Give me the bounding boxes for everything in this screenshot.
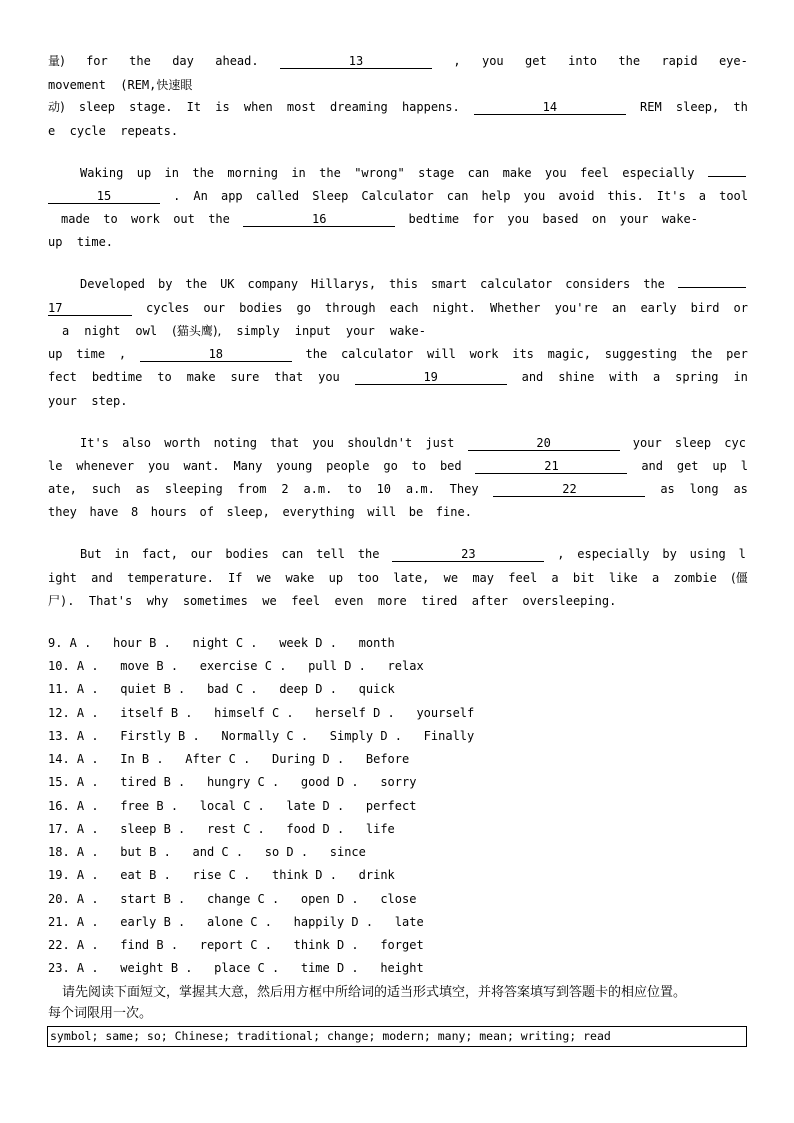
p3-line5	[48, 369, 748, 385]
word: happens.	[401, 100, 460, 114]
word: up	[136, 166, 152, 180]
word: the	[319, 166, 341, 180]
word: also	[122, 436, 152, 450]
word: you	[318, 370, 340, 384]
p5-line1	[80, 546, 746, 562]
instruction-line-1: 请先阅读下面短文，掌握其大意，然后用方框中所给词的适当形式填空，并将答案填写到答题卡的相应位置。	[62, 985, 687, 1000]
word: An	[193, 189, 208, 203]
word: per	[726, 347, 748, 361]
word: bedtime	[91, 370, 143, 384]
answer-blank-19[interactable]: 19	[355, 371, 507, 385]
word: for	[86, 54, 108, 68]
word: this	[389, 277, 418, 291]
word: your	[619, 212, 649, 226]
word: Hillarys,	[311, 277, 377, 291]
p2-line4: up time.	[48, 235, 114, 249]
word: .	[173, 189, 181, 203]
word: can	[281, 547, 304, 561]
word: worth	[164, 436, 201, 450]
word: 量)	[48, 54, 65, 68]
word: your	[345, 324, 375, 338]
word: in	[164, 166, 179, 180]
word: fect	[48, 370, 77, 384]
word: the	[192, 166, 215, 180]
word: ,	[118, 347, 127, 361]
word: temperature.	[127, 571, 214, 585]
word: or	[733, 301, 748, 315]
word: have	[89, 505, 119, 519]
answer-blank-13[interactable]: 13	[280, 55, 432, 69]
word: spring	[675, 370, 719, 384]
word: you	[507, 212, 530, 226]
word: 10	[376, 482, 392, 496]
word: ight	[48, 571, 77, 585]
p3-line2	[48, 300, 748, 316]
word: based	[542, 212, 579, 226]
word: by	[158, 277, 173, 291]
word: sleep	[78, 100, 115, 114]
word: too	[357, 571, 379, 585]
word: each	[389, 301, 419, 315]
p4-line3	[48, 481, 748, 497]
word: a	[653, 370, 661, 384]
word: especially	[622, 166, 695, 180]
word: the	[643, 277, 665, 291]
word: sleep	[674, 436, 712, 450]
word: day	[172, 54, 194, 68]
word: bodies	[239, 301, 283, 315]
word: can	[467, 166, 490, 180]
word: up	[712, 459, 727, 473]
answer-blank-17-start	[678, 287, 746, 288]
option-row-23: 23. A . weight B . place C . time D . height	[48, 961, 424, 975]
word: (僵	[731, 571, 748, 585]
word: ,	[557, 547, 565, 561]
word-box: symbol; same; so; Chinese; traditional; change; modern; many; mean; writing; read	[47, 1026, 747, 1047]
word: you	[481, 54, 504, 68]
answer-blank-20[interactable]: 20	[468, 437, 620, 451]
word: by	[662, 547, 677, 561]
word: and	[91, 571, 113, 585]
word: just	[425, 436, 455, 450]
p2-line3	[61, 211, 698, 227]
word: on	[591, 212, 607, 226]
word: using	[689, 547, 726, 561]
word: It's	[80, 436, 109, 450]
option-row-18: 18. A . but B . and C . so D . since	[48, 845, 366, 859]
word: stage.	[129, 100, 173, 114]
word: from	[237, 482, 267, 496]
word: you	[147, 459, 170, 473]
word: fact,	[141, 547, 178, 561]
word: company	[247, 277, 299, 291]
word: made	[61, 212, 90, 226]
word: tell	[316, 547, 345, 561]
word: especially	[577, 547, 650, 561]
word: sleep,	[675, 100, 720, 114]
word: a	[652, 571, 660, 585]
word: the	[357, 547, 380, 561]
word: an	[611, 301, 627, 315]
word: a	[551, 571, 559, 585]
word: we	[443, 571, 459, 585]
word: most	[286, 100, 316, 114]
p3-line3	[62, 323, 426, 339]
option-row-11: 11. A . quiet B . bad C . deep D . quick	[48, 682, 395, 696]
p1-line1	[48, 53, 748, 69]
word: as	[733, 482, 748, 496]
word: morning	[227, 166, 278, 180]
word: to	[411, 459, 427, 473]
word: stage	[418, 166, 455, 180]
word: avoid	[558, 189, 595, 203]
word: you	[523, 189, 546, 203]
word: our	[203, 301, 226, 315]
word: input	[294, 324, 331, 338]
option-row-21: 21. A . early B . alone C . happily D . late	[48, 915, 424, 929]
word: work	[469, 347, 499, 361]
word: Whether	[489, 301, 541, 315]
word: 动)	[48, 100, 65, 114]
word: fine.	[435, 505, 472, 519]
word: ,	[453, 54, 461, 68]
answer-blank-18[interactable]: 18	[140, 348, 292, 362]
word: app	[220, 189, 243, 203]
word: night	[84, 324, 121, 338]
word: calculator	[340, 347, 414, 361]
word: sleep,	[226, 505, 270, 519]
word: and	[521, 370, 544, 384]
word: called	[255, 189, 300, 203]
word: go	[296, 301, 311, 315]
p1-line2: movement (REM,快速眼	[48, 78, 193, 92]
word: l	[738, 547, 746, 561]
word: its	[512, 347, 534, 361]
p3-line6: your step.	[48, 394, 128, 408]
word: make	[186, 370, 216, 384]
word: a.m.	[303, 482, 333, 496]
word: like	[608, 571, 638, 585]
word: feel	[579, 166, 609, 180]
answer-blank-16[interactable]: 16	[243, 213, 395, 227]
word: and	[641, 459, 664, 473]
option-row-17: 17. A . sleep B . rest C . food D . life	[48, 822, 395, 836]
p1-line4: e cycle repeats.	[48, 124, 179, 138]
word: get	[525, 54, 547, 68]
word: up	[328, 571, 344, 585]
word: the	[690, 347, 713, 361]
word: you	[544, 166, 567, 180]
word: in	[114, 547, 129, 561]
word: owl	[135, 324, 158, 338]
word: as	[660, 482, 675, 496]
word: the	[208, 212, 230, 226]
word: may	[472, 571, 495, 585]
option-row-13: 13. A . Firstly B . Normally C . Simply D . Finally	[48, 729, 475, 743]
word: with	[609, 370, 639, 384]
word: the	[305, 347, 328, 361]
option-row-15: 15. A . tired B . hungry C . good D . sorry	[48, 775, 417, 789]
word: to	[157, 370, 172, 384]
p5-line3: 尸). That's why sometimes we feel even more tired after oversleeping.	[48, 594, 617, 608]
option-row-12: 12. A . itself B . himself C . herself D . yourself	[48, 706, 475, 720]
word: UK	[220, 277, 235, 291]
word: help	[481, 189, 511, 203]
word: the	[185, 277, 208, 291]
p4-line1	[80, 435, 746, 451]
word: is	[215, 100, 230, 114]
word: sure	[230, 370, 260, 384]
word: bedtime	[408, 212, 460, 226]
word: we	[256, 571, 272, 585]
word: long	[689, 482, 719, 496]
word: shine	[558, 370, 595, 384]
word: your	[632, 436, 662, 450]
p3-line1	[80, 276, 746, 292]
option-row-20: 20. A . start B . change C . open D . close	[48, 892, 417, 906]
answer-blank-15[interactable]: 15	[48, 190, 160, 204]
word: night.	[432, 301, 476, 315]
word: suggesting	[604, 347, 677, 361]
word: (猫头鹰),	[172, 324, 222, 338]
p4-line2	[48, 458, 748, 474]
word: Sleep	[312, 189, 349, 203]
p3-line4	[48, 346, 748, 362]
word: young	[276, 459, 313, 473]
word: whenever	[76, 459, 135, 473]
option-row-19: 19. A . eat B . rise C . think D . drink	[48, 868, 395, 882]
word: to	[103, 212, 118, 226]
word: to	[347, 482, 362, 496]
word: hours	[150, 505, 187, 519]
word: cyc	[724, 436, 746, 450]
word: tool	[719, 189, 748, 203]
answer-blank-21[interactable]: 21	[475, 460, 627, 474]
word: make	[502, 166, 532, 180]
word: people	[326, 459, 370, 473]
word: work	[130, 212, 160, 226]
word: into	[568, 54, 597, 68]
word: can	[446, 189, 469, 203]
word: bed	[439, 459, 462, 473]
p2-line2	[48, 188, 748, 204]
word: they	[48, 505, 77, 519]
word: 8	[130, 505, 139, 519]
word: l	[740, 459, 748, 473]
word: le	[48, 459, 63, 473]
word: But	[80, 547, 102, 561]
word: this.	[607, 189, 644, 203]
word: wake-	[389, 324, 426, 338]
word: everything	[282, 505, 355, 519]
word: in	[733, 370, 748, 384]
answer-blank-23[interactable]: 23	[392, 548, 544, 562]
word: Waking	[80, 166, 124, 180]
p2-line1	[80, 165, 746, 181]
word: go	[383, 459, 398, 473]
word: of	[199, 505, 214, 519]
word: you're	[554, 301, 598, 315]
word: time	[76, 347, 106, 361]
p5-line2	[48, 570, 748, 586]
word: REM	[640, 100, 662, 114]
word: noting	[213, 436, 257, 450]
word: for	[472, 212, 495, 226]
word: magic,	[547, 347, 591, 361]
word: up	[48, 347, 63, 361]
word: as	[135, 482, 151, 496]
word: wake-	[661, 212, 698, 226]
word: in	[291, 166, 306, 180]
word: It	[186, 100, 202, 114]
word: that	[274, 370, 304, 384]
word: Developed	[80, 277, 146, 291]
word: out	[173, 212, 195, 226]
word: be	[408, 505, 424, 519]
word: bit	[572, 571, 595, 585]
word: dreaming	[329, 100, 388, 114]
word: calculator	[480, 277, 553, 291]
option-row-16: 16. A . free B . local C . late D . perfect	[48, 799, 417, 813]
option-row-9: 9. A . hour B . night C . week D . month	[48, 636, 395, 650]
option-row-14: 14. A . In B . After C . During D . Before	[48, 752, 410, 766]
word: through	[325, 301, 376, 315]
word: when	[243, 100, 273, 114]
word: want.	[183, 459, 220, 473]
p1-line3	[48, 99, 748, 115]
word: such	[91, 482, 121, 496]
word: get	[676, 459, 699, 473]
word: sleeping	[164, 482, 223, 496]
answer-blank-17[interactable]: 17	[48, 302, 132, 316]
word: cycles	[146, 301, 190, 315]
word: smart	[430, 277, 468, 291]
word: a	[62, 324, 70, 338]
word: 2	[281, 482, 289, 496]
word: wake	[285, 571, 315, 585]
word: bird	[690, 301, 720, 315]
p4-line4	[48, 504, 472, 520]
word: th	[733, 100, 748, 114]
word: If	[228, 571, 243, 585]
word: you	[312, 436, 334, 450]
word: Calculator	[361, 189, 434, 203]
word: late,	[393, 571, 430, 585]
word: feel	[508, 571, 538, 585]
option-row-22: 22. A . find B . report C . think D . forget	[48, 938, 424, 952]
word: a.m.	[405, 482, 435, 496]
word: a	[698, 189, 706, 203]
word: Many	[233, 459, 263, 473]
word: will	[367, 505, 397, 519]
word: that	[270, 436, 300, 450]
word: ate,	[48, 482, 77, 496]
word: the	[129, 54, 151, 68]
option-row-10: 10. A . move B . exercise C . pull D . relax	[48, 659, 424, 673]
word: eye-	[718, 54, 748, 68]
word: the	[618, 54, 641, 68]
word: It's	[656, 189, 686, 203]
word: rapid	[661, 54, 698, 68]
word: will	[426, 347, 456, 361]
instruction-line-2: 每个词限用一次。	[48, 1006, 153, 1021]
word: simply	[236, 324, 280, 338]
word: our	[190, 547, 213, 561]
word: They	[449, 482, 479, 496]
word: "wrong"	[354, 166, 405, 180]
answer-blank-14[interactable]: 14	[474, 101, 626, 115]
word: shouldn't	[347, 436, 413, 450]
word: bodies	[225, 547, 269, 561]
answer-blank-22[interactable]: 22	[493, 483, 645, 497]
word: early	[640, 301, 677, 315]
word: considers	[565, 277, 631, 291]
word: ahead.	[215, 54, 259, 68]
answer-blank-15-start	[708, 176, 746, 177]
word: zombie	[673, 571, 717, 585]
